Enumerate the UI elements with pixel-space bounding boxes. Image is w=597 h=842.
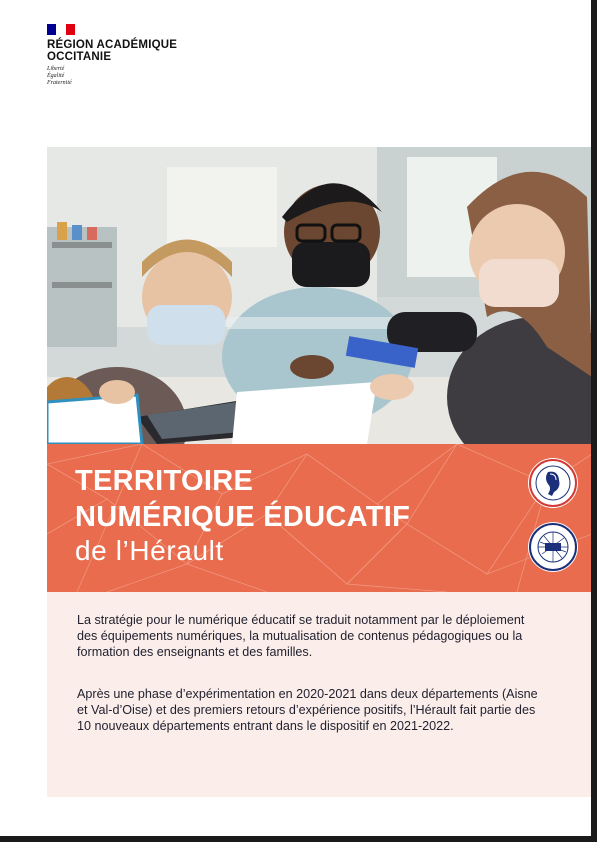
cite-educative-badge xyxy=(528,522,578,572)
logo-line-1: RÉGION ACADÉMIQUE xyxy=(47,39,178,51)
paragraph-strategy: La stratégie pour le numérique éducatif se traduit notamment par le déploiement des équipements numériques, la mutualisation de contenus pédagogiques ou la formation des enseignants et des familles. xyxy=(77,613,525,659)
paragraph-experimentation: Après une phase d’expérimentation en 2020-2021 dans deux départements (Aisne et Val-d’Oise) et des premiers retours d’expérience positifs, l’Hérault fait partie des 10 nouveaux départements entrant dans le dispositif en 2021-2022. xyxy=(77,687,538,733)
motto xyxy=(47,66,177,87)
french-flag-icon xyxy=(47,24,75,35)
motto-fraternite: Fraternité xyxy=(47,80,72,86)
motto-liberte: Liberté xyxy=(47,66,65,72)
page-edge-right xyxy=(591,0,597,842)
investir-lavenir-badge xyxy=(528,458,578,508)
description-section xyxy=(47,592,592,797)
title-band xyxy=(47,444,592,592)
logo-line-2: OCCITANIE xyxy=(47,51,112,63)
title-line-1: TERRITOIRE xyxy=(75,465,254,497)
title-line-3: de l’Hérault xyxy=(75,535,224,566)
logo-title xyxy=(47,39,177,63)
hero-photo xyxy=(47,147,592,444)
page-edge-bottom xyxy=(0,836,597,842)
motto-egalite: Égalité xyxy=(47,73,65,79)
title-line-2: NUMÉRIQUE ÉDUCATIF xyxy=(75,501,411,533)
region-academique-logo xyxy=(47,24,177,87)
